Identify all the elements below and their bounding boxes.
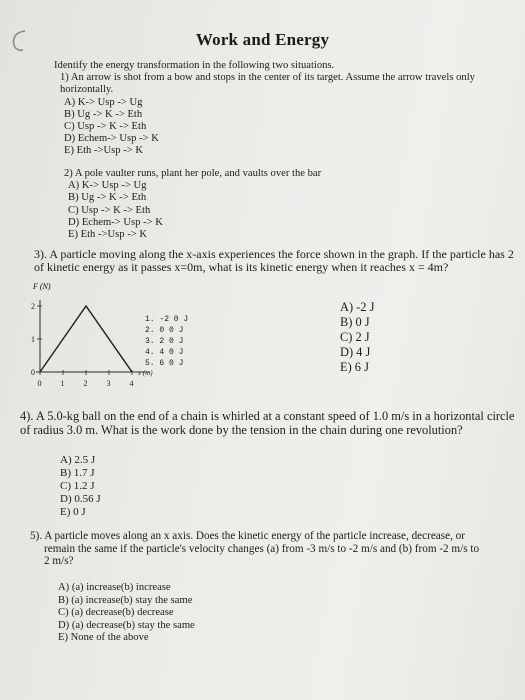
q2-option-b: B) Ug -> K -> Eth [68,192,147,204]
q5-stem-line2: remain the same if the particle's velocity changes (a) from -3 m/s to -2 m/s and (b) from -2 m/s to [44,542,480,555]
q3-option-e: E) 6 J [340,360,369,374]
question-5 [30,530,479,568]
q3-stem-line1: 3). A particle moving along the x-axis experiences the force shown in the graph. If the particle has 2 [34,247,514,261]
q1-option-c: C) Usp -> K -> Eth [64,121,147,133]
q3-side-item-1: 1. -2 0 J [145,315,189,324]
q3-option-c: C) 2 J [340,330,370,344]
q1-option-d: D) Echem-> Usp -> K [64,133,159,145]
q4-stem-line1: 4). A 5.0-kg ball on the end of a chain is whirled at a constant speed of 1.0 m/s in a horizontal circle [20,409,515,423]
q4-options [60,454,101,519]
graph-x-tick-label: 0 [37,379,42,388]
q4-option-e: E) 0 J [60,506,86,518]
q3-option-b: B) 0 J [340,315,370,329]
q4-stem-line2: of radius 3.0 m. What is the work done by the tension in the chain during one revolution? [20,422,463,437]
q3-options [340,300,374,375]
q1-stem-line2: horizontally. [60,84,114,96]
graph-y-tick-label: 2 [31,302,35,311]
q4-option-c: C) 1.2 J [60,480,95,492]
graph-x-tick-label: 2 [83,379,88,388]
force-series-line [40,306,132,372]
q3-side-item-4: 4. 4 0 J [145,348,184,357]
q1-option-a: A) K-> Usp -> Ug [64,96,143,108]
q3-side-item-5: 5. 6 0 J [145,359,184,368]
graph-x-tick-label: 3 [106,379,111,388]
page-title: Work and Energy [195,30,330,49]
q3-side-list [145,314,188,369]
q5-stem-line3: 2 m/s? [44,555,74,567]
question-4 [20,410,514,437]
q5-options [58,582,195,645]
q1-option-b: B) Ug -> K -> Eth [64,108,143,120]
graph-y-axis-label: F (N) [33,282,51,291]
q2-option-a: A) K-> Usp -> Ug [68,180,147,192]
q5-option-b: B) (a) increase(b) stay the same [58,594,193,606]
graph-x-tick-label: 4 [129,379,134,388]
q2-option-e: E) Eth ->Usp -> K [68,229,148,241]
q1-intro: Identify the energy transformation in the following two situations. [54,60,335,71]
q5-option-e: E) None of the above [58,632,149,644]
graph-y-tick-label: 1 [31,335,35,344]
q1-stem-line1: 1) An arrow is shot from a bow and stops in the center of its target. Assume the arrow travels only [60,72,475,84]
graph-x-tick-label: 1 [60,379,65,388]
q3-side-item-3: 3. 2 0 J [145,337,184,346]
q4-option-a: A) 2.5 J [60,454,96,466]
q5-stem-line1: 5). A particle moves along an x axis. Does the kinetic energy of the particle increase, decrease, or [30,530,466,542]
q3-side-item-2: 2. 0 0 J [145,326,184,335]
q3-option-a: A) -2 J [340,300,375,314]
q5-option-c: C) (a) decrease(b) decrease [58,607,174,619]
q4-option-b: B) 1.7 J [60,467,95,479]
q4-option-d: D) 0.56 J [60,493,101,505]
graph-y-tick-label: 0 [31,368,35,377]
q3-option-d: D) 4 J [340,345,371,359]
q2-option-c: C) Usp -> K -> Eth [68,204,151,216]
q5-option-d: D) (a) decrease(b) stay the same [58,619,195,631]
q5-option-a: A) (a) increase(b) increase [58,582,171,593]
q2-stem: 2) A pole vaulter runs, plant her pole, and vaults over the bar [64,168,322,179]
graph-x-axis-label: x (m) [138,369,153,377]
q3-stem-line2: of kinetic energy as it passes x=0m, what is its kinetic energy when it reaches x = 4m? [34,260,449,274]
q1-option-e: E) Eth ->Usp -> K [64,145,144,157]
q2-option-d: D) Echem-> Usp -> K [68,216,163,228]
